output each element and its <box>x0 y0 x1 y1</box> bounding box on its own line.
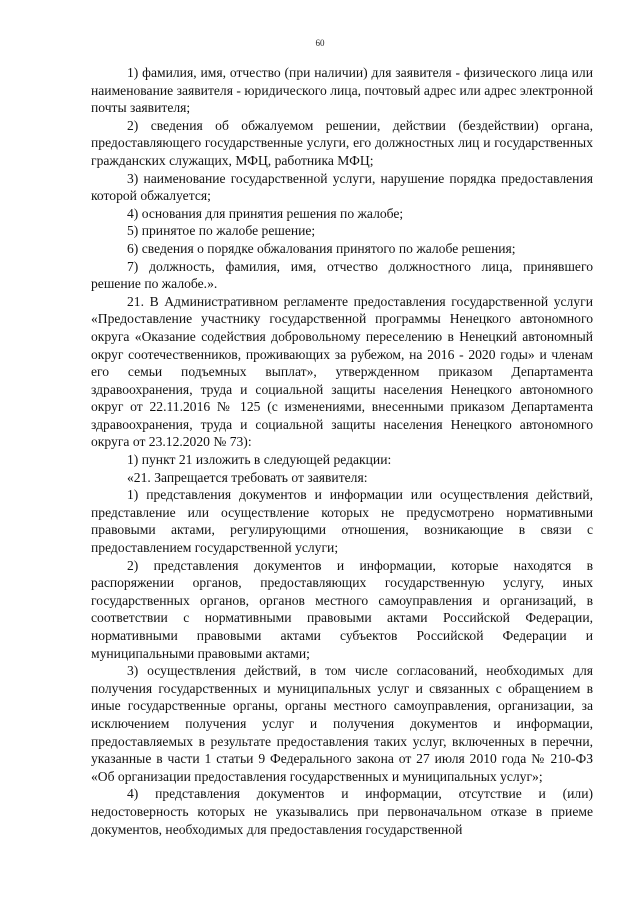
paragraph-clause-21-item-1: 1) представления документов и информации или осуществления действий, представление или осуществление которых не предусмотрено нормативными правовыми актами, регулирующими отношения, возникающие в связи с предоставлением государственной услуги; <box>91 487 593 556</box>
paragraph-item-4: 4) основания для принятия решения по жалобе; <box>127 205 404 221</box>
paragraph-item-3: 3) наименование государственной услуги, нарушение порядка предоставления которой обжалуется; <box>91 170 593 204</box>
paragraph-item-1: 1) фамилия, имя, отчество (при наличии) для заявителя - физического лица или наименование заявителя - юридического лица, почтовый адрес или адрес электронной почты заявителя; <box>91 65 593 116</box>
paragraph-section-21: 21. В Административном регламенте предоставления государственной услуги «Предоставление участнику государственной программы Ненецкого автономного округа «Оказание содействия добровольному переселению в Ненецкий автономный округ соотечественников, проживающих за рубежом, на 2016 - 2020 годы» и членам его семьи подъемных выплат», утвержденном приказом Департамента здравоохранения, труда и социальной защиты населения Ненецкого автономного округ от 22.11.2016 № 125 (с изменениями, внесенными приказом Департамента здравоохранения, труда и социальной защиты населения Ненецкого автономного округа от 23.12.2020 № 73): <box>91 293 593 450</box>
paragraph-clause-21-item-3: 3) осуществления действий, в том числе согласований, необходимых для получения государственных и муниципальных услуг и связанных с обращением в иные государственные органы, органы местного самоуправления, организации, за исключением получения услуг и получения документов и информации, предоставляемых в результате предоставления таких услуг, включенных в перечни, указанные в части 1 статьи 9 Федерального закона от 27 июля 2010 года № 210-ФЗ «Об организации предоставления государственных и муниципальных услуг»; <box>91 663 593 784</box>
paragraph-item-7: 7) должность, фамилия, имя, отчество должностного лица, принявшего решение по жалобе.». <box>91 258 593 292</box>
page-number: 60 <box>315 38 325 48</box>
document-body <box>91 64 593 838</box>
paragraph-item-5: 5) принятое по жалобе решение; <box>127 223 316 239</box>
paragraph-clause-21-heading: «21. Запрещается требовать от заявителя: <box>127 469 368 485</box>
paragraph-item-6: 6) сведения о порядке обжалования принятого по жалобе решения; <box>127 240 516 256</box>
paragraph-clause-21-item-2: 2) представления документов и информации, которые находятся в распоряжении органов, предоставляющих государственную услугу, иных государственных органов, органов местного самоуправления и организаций, в соответствии с нормативными правовыми актами Российской Федерации, нормативными правовыми актами субъектов Российской Федерации и муниципальными правовыми актами; <box>91 557 593 661</box>
paragraph-clause-21-item-4: 4) представления документов и информации, отсутствие и (или) недостоверность которых не указывались при первоначальном отказе в приеме документов, необходимых для предоставления государственной <box>91 786 593 837</box>
paragraph-item-2: 2) сведения об обжалуемом решении, действии (бездействии) органа, предоставляющего государственные услуги, его должностных лиц и государственных гражданских служащих, МФЦ, работника МФЦ; <box>91 117 593 168</box>
paragraph-amendment-1: 1) пункт 21 изложить в следующей редакции: <box>127 452 392 468</box>
